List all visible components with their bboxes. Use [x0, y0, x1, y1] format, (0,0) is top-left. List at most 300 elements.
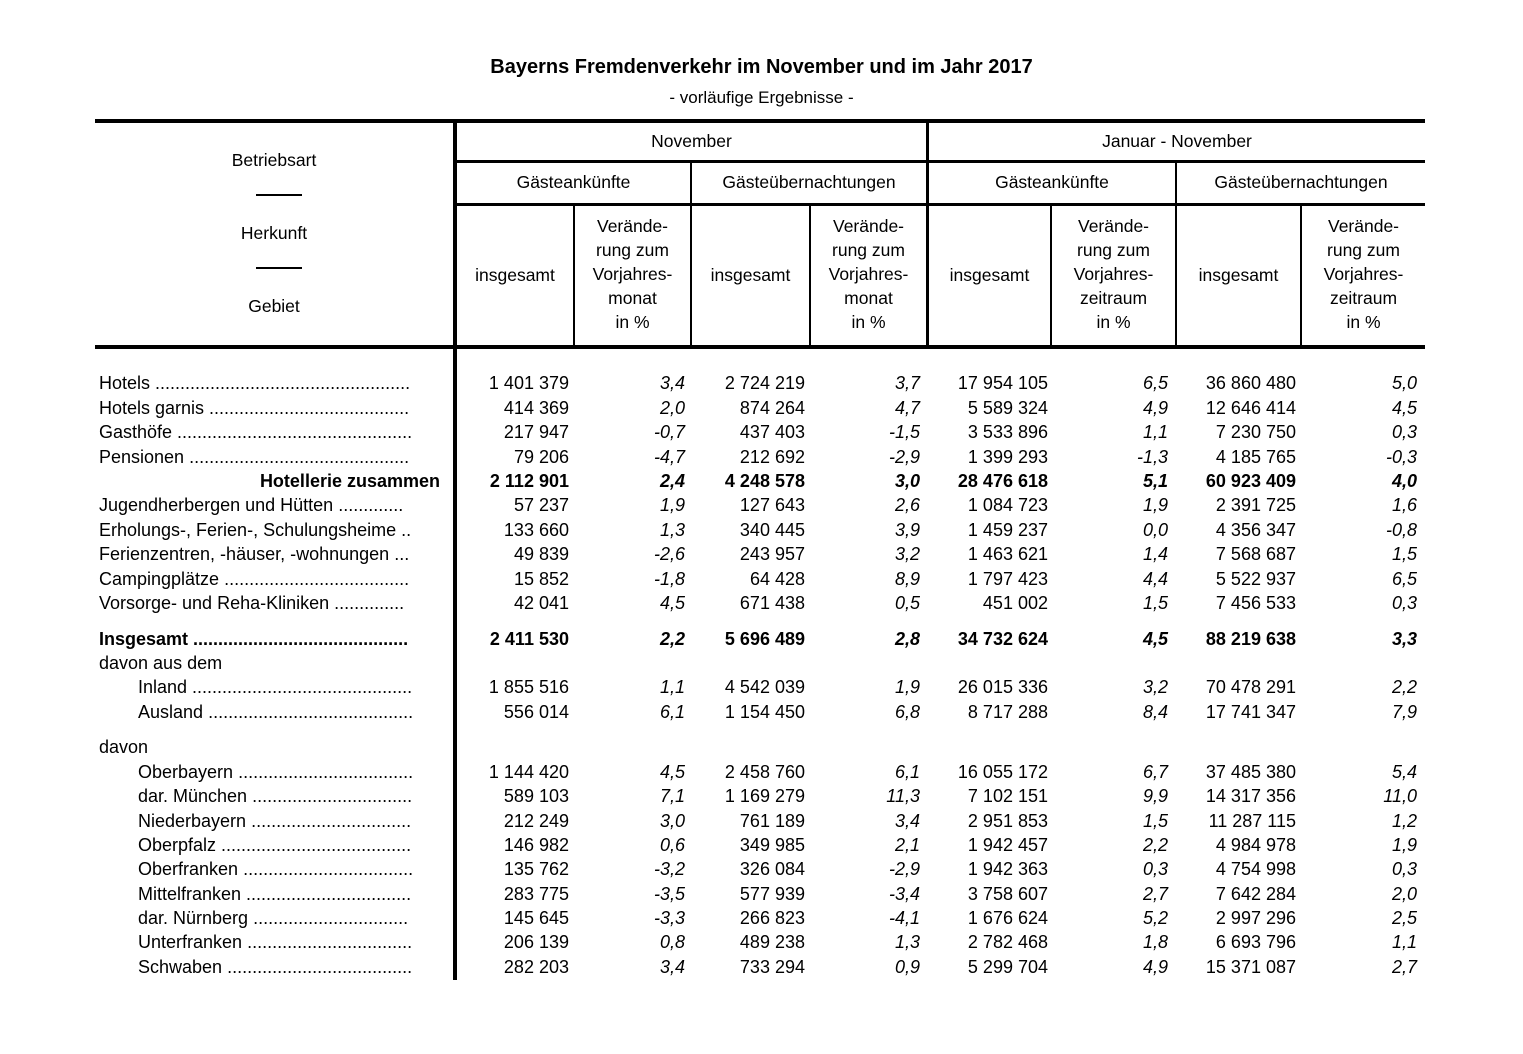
cell-total: 1 797 423	[967, 569, 1048, 589]
table-row	[0, 930, 1523, 954]
cell-change-pct: -4,7	[653, 447, 685, 467]
row-label-text: Pensionen	[99, 447, 185, 467]
stub-gebiet: Gebiet	[248, 296, 300, 316]
cell-total: 2 112 901	[489, 471, 569, 491]
cell-change-pct: 5,2	[1142, 908, 1168, 928]
cell-total: 243 957	[739, 544, 805, 564]
cell-change-pct: 3,4	[659, 373, 685, 393]
leader-dots: ...............................	[248, 908, 409, 928]
cell-total: 7 102 151	[967, 786, 1048, 806]
cell-change-pct: 0,0	[1142, 520, 1168, 540]
row-label-text: dar. München	[138, 786, 248, 806]
row-label-text: Ferienzentren, -häuser, -wohnungen	[99, 544, 390, 564]
cell-change-pct: 1,6	[1391, 495, 1417, 515]
leader-dots: ...................................	[233, 762, 414, 782]
subcol-change-line: Verände-	[1327, 216, 1400, 236]
row-label-text: Oberpfalz	[138, 835, 217, 855]
cell-total: 64 428	[749, 569, 805, 589]
header-top-rule	[95, 119, 1425, 123]
cell-change-pct: -2,6	[653, 544, 685, 564]
cell-total: 761 189	[739, 811, 805, 831]
cell-total: 2 458 760	[724, 762, 805, 782]
cell-change-pct: 3,4	[659, 957, 685, 977]
cell-change-pct: 3,7	[894, 373, 920, 393]
cell-change-pct: 4,9	[1142, 398, 1168, 418]
cell-total: 4 185 765	[1215, 447, 1296, 467]
cell-total: 15 371 087	[1205, 957, 1296, 977]
subcol-change-line: Vorjahres-	[828, 264, 909, 284]
cell-total: 34 732 624	[957, 629, 1048, 649]
row-label	[99, 493, 440, 517]
cell-total: 4 248 578	[724, 471, 805, 491]
cell-total: 2 724 219	[724, 373, 805, 393]
cell-total: 4 754 998	[1215, 859, 1296, 879]
cell-change-pct: 9,9	[1142, 786, 1168, 806]
cell-change-pct: 1,9	[1142, 495, 1168, 515]
cell-change-pct: 3,2	[894, 544, 920, 564]
row-label	[99, 627, 440, 651]
cell-change-pct: 4,5	[1391, 398, 1417, 418]
cell-change-pct: 2,0	[659, 398, 685, 418]
cell-change-pct: 1,1	[1391, 932, 1417, 952]
cell-total: 2 951 853	[967, 811, 1048, 831]
cell-total: 57 237	[513, 495, 569, 515]
cell-total: 437 403	[739, 422, 805, 442]
cell-total: 1 942 457	[967, 835, 1048, 855]
measure-arrivals-nov: Gästeankünfte	[516, 172, 631, 192]
cell-change-pct: 2,2	[659, 629, 685, 649]
row-label-text: Jugendherbergen und Hütten	[99, 495, 334, 515]
leader-dots: ..............	[329, 593, 405, 613]
leader-dots: ........................................	[204, 398, 410, 418]
cell-total: 2 411 530	[489, 629, 569, 649]
cell-change-pct: 1,5	[1391, 544, 1417, 564]
subcol-total: insgesamt	[949, 265, 1030, 285]
subcol-change-line: Vorjahres-	[1323, 264, 1404, 284]
cell-change-pct: 0,3	[1391, 422, 1417, 442]
subcol-change-line: zeitraum	[1079, 288, 1148, 308]
cell-total: 8 717 288	[967, 702, 1048, 722]
cell-total: 451 002	[982, 593, 1048, 613]
cell-total: 282 203	[503, 957, 569, 977]
subcol-change-line: Verände-	[1077, 216, 1150, 236]
leader-dots: ...	[389, 544, 410, 564]
cell-total: 577 939	[739, 884, 805, 904]
cell-total: 146 982	[503, 835, 569, 855]
cell-change-pct: 1,5	[1142, 593, 1168, 613]
table-row	[0, 784, 1523, 808]
row-label-text: Erholungs-, Ferien-, Schulungsheime	[99, 520, 397, 540]
table-row	[0, 469, 1523, 493]
cell-total: 17 954 105	[957, 373, 1048, 393]
cell-total: 7 568 687	[1215, 544, 1296, 564]
table-row	[0, 518, 1523, 542]
row-label	[138, 882, 440, 906]
row-label	[99, 469, 440, 493]
cell-change-pct: 7,1	[659, 786, 685, 806]
cell-total: 1 855 516	[488, 677, 569, 697]
subcol-change-line: Vorjahres-	[592, 264, 673, 284]
cell-change-pct: 5,1	[1142, 471, 1168, 491]
cell-total: 2 782 468	[967, 932, 1048, 952]
cell-change-pct: 1,2	[1391, 811, 1417, 831]
cell-change-pct: 2,5	[1391, 908, 1417, 928]
leader-dots: ............................................	[187, 677, 413, 697]
cell-change-pct: 11,0	[1383, 786, 1417, 806]
cell-change-pct: 6,1	[894, 762, 920, 782]
cell-change-pct: 6,5	[1142, 373, 1168, 393]
table-row	[0, 882, 1523, 906]
row-label	[99, 735, 440, 759]
cell-total: 1 463 621	[967, 544, 1048, 564]
subcol-total: insgesamt	[710, 265, 791, 285]
row-label-text: Vorsorge- und Reha-Kliniken	[99, 593, 330, 613]
leader-dots: .....................................	[222, 957, 413, 977]
cell-change-pct: 2,7	[1391, 957, 1417, 977]
cell-change-pct: -3,3	[653, 908, 685, 928]
cell-total: 5 299 704	[967, 957, 1048, 977]
cell-change-pct: -1,5	[888, 422, 920, 442]
cell-change-pct: 7,9	[1391, 702, 1417, 722]
cell-total: 326 084	[739, 859, 805, 879]
subcol-change-line: in %	[1096, 312, 1131, 332]
cell-total: 489 238	[739, 932, 805, 952]
cell-total: 1 154 450	[724, 702, 805, 722]
cell-change-pct: 1,4	[1142, 544, 1168, 564]
cell-change-pct: 1,8	[1142, 932, 1168, 952]
cell-change-pct: 0,8	[659, 932, 685, 952]
subcol-change-line: in %	[615, 312, 650, 332]
cell-change-pct: 3,3	[1391, 629, 1417, 649]
cell-total: 212 249	[503, 811, 569, 831]
cell-change-pct: 2,1	[894, 835, 920, 855]
subcol-change-line: rung zum	[1327, 240, 1400, 260]
row-label-text: Hotels garnis	[99, 398, 205, 418]
table-row	[0, 420, 1523, 444]
row-label-text: Gasthöfe	[99, 422, 173, 442]
row-label	[138, 857, 440, 881]
leader-dots: .................................	[241, 884, 412, 904]
row-label	[99, 567, 440, 591]
row-label-text: davon aus dem	[99, 653, 223, 673]
cell-change-pct: 6,8	[894, 702, 920, 722]
cell-total: 26 015 336	[957, 677, 1048, 697]
subcol-change-line: in %	[1346, 312, 1381, 332]
cell-total: 4 984 978	[1215, 835, 1296, 855]
cell-change-pct: 11,3	[886, 786, 920, 806]
leader-dots: .................................	[242, 932, 413, 952]
cell-change-pct: 0,3	[1391, 859, 1417, 879]
row-label-text: Niederbayern	[138, 811, 247, 831]
cell-total: 874 264	[739, 398, 805, 418]
subcol-change-line: in %	[851, 312, 886, 332]
row-label	[138, 784, 440, 808]
cell-change-pct: -0,3	[1385, 447, 1417, 467]
leader-dots: .........................................	[203, 702, 414, 722]
cell-total: 206 139	[503, 932, 569, 952]
cell-change-pct: 1,5	[1142, 811, 1168, 831]
cell-total: 5 522 937	[1215, 569, 1296, 589]
cell-total: 733 294	[739, 957, 805, 977]
table-row	[0, 493, 1523, 517]
cell-total: 49 839	[513, 544, 569, 564]
cell-change-pct: -1,8	[653, 569, 685, 589]
row-label-text: Hotels	[99, 373, 151, 393]
header-bottom-rule	[95, 345, 1425, 349]
cell-change-pct: 1,1	[659, 677, 685, 697]
cell-total: 1 169 279	[724, 786, 805, 806]
period-divider	[926, 123, 929, 345]
cell-total: 7 642 284	[1215, 884, 1296, 904]
leader-dots: ...............................................	[172, 422, 413, 442]
cell-change-pct: 4,5	[659, 762, 685, 782]
cell-change-pct: -2,9	[888, 859, 920, 879]
subcol-change-line: Verände-	[596, 216, 669, 236]
cell-total: 36 860 480	[1205, 373, 1296, 393]
table-row	[0, 700, 1523, 724]
cell-total: 349 985	[739, 835, 805, 855]
leader-dots: ................................	[247, 786, 413, 806]
cell-change-pct: 1,1	[1142, 422, 1168, 442]
table-row	[0, 651, 1523, 675]
cell-change-pct: 1,9	[894, 677, 920, 697]
row-label-text: Insgesamt	[99, 629, 189, 649]
row-label	[138, 809, 440, 833]
cell-change-pct: 2,2	[1142, 835, 1168, 855]
row-label	[99, 518, 440, 542]
cell-change-pct: 4,5	[1142, 629, 1168, 649]
leader-dots: ...........................................	[188, 629, 409, 649]
row-label-text: Oberbayern	[138, 762, 234, 782]
cell-change-pct: 6,1	[659, 702, 685, 722]
cell-change-pct: 3,2	[1142, 677, 1168, 697]
cell-total: 266 823	[739, 908, 805, 928]
subcol-total: insgesamt	[475, 265, 555, 285]
measure-arrivals-jannov: Gästeankünfte	[995, 172, 1109, 192]
cell-change-pct: 5,0	[1391, 373, 1417, 393]
subcol-change-line: rung zum	[596, 240, 669, 260]
row-label	[99, 651, 440, 675]
cell-change-pct: 0,6	[659, 835, 685, 855]
cell-total: 11 287 115	[1208, 811, 1296, 831]
leader-dots: .....................................	[219, 569, 410, 589]
row-label-text: dar. Nürnberg	[138, 908, 249, 928]
cell-change-pct: 5,4	[1391, 762, 1417, 782]
row-label-text: Hotellerie zusammen	[259, 471, 440, 491]
cell-total: 17 741 347	[1205, 702, 1296, 722]
cell-total: 37 485 380	[1205, 762, 1296, 782]
cell-change-pct: -3,4	[888, 884, 920, 904]
cell-change-pct: 2,8	[894, 629, 920, 649]
cell-total: 6 693 796	[1215, 932, 1296, 952]
cell-total: 133 660	[503, 520, 569, 540]
cell-change-pct: 2,6	[894, 495, 920, 515]
subcol-change-line: zeitraum	[1329, 288, 1398, 308]
row-label	[138, 955, 440, 979]
leader-dots: ..................................	[238, 859, 414, 879]
leader-dots: ................................	[246, 811, 412, 831]
table-row	[0, 735, 1523, 759]
cell-change-pct: 1,3	[894, 932, 920, 952]
cell-total: 2 997 296	[1215, 908, 1296, 928]
row-label-text: Schwaben	[138, 957, 223, 977]
cell-total: 16 055 172	[957, 762, 1048, 782]
table-row	[0, 906, 1523, 930]
cell-total: 145 645	[503, 908, 569, 928]
cell-total: 7 230 750	[1215, 422, 1296, 442]
cell-total: 1 459 237	[967, 520, 1048, 540]
measure-nights-jannov: Gästeübernachtungen	[1214, 172, 1388, 192]
cell-total: 1 144 420	[488, 762, 569, 782]
cell-change-pct: 0,3	[1142, 859, 1168, 879]
row-label-text: Inland	[138, 677, 188, 697]
table-row	[0, 396, 1523, 420]
row-label	[138, 906, 440, 930]
cell-total: 3 758 607	[967, 884, 1048, 904]
subcol-change-line: monat	[844, 288, 893, 308]
cell-total: 589 103	[503, 786, 569, 806]
stub-herkunft: Herkunft	[240, 223, 308, 243]
document-subtitle: - vorläufige Ergebnisse -	[669, 88, 854, 107]
cell-total: 60 923 409	[1205, 471, 1296, 491]
cell-change-pct: 6,7	[1142, 762, 1168, 782]
row-label	[99, 396, 440, 420]
cell-change-pct: 4,0	[1391, 471, 1417, 491]
measure-nights-nov: Gästeübernachtungen	[722, 172, 896, 192]
cell-total: 15 852	[513, 569, 569, 589]
cell-total: 127 643	[739, 495, 805, 515]
cell-total: 3 533 896	[967, 422, 1048, 442]
cell-total: 5 589 324	[967, 398, 1048, 418]
row-label-text: Oberfranken	[138, 859, 239, 879]
row-label-text: Campingplätze	[99, 569, 220, 589]
row-label	[138, 930, 440, 954]
cell-total: 1 401 379	[488, 373, 569, 393]
cell-change-pct: 3,9	[894, 520, 920, 540]
cell-change-pct: 3,0	[659, 811, 685, 831]
stub-separator	[256, 267, 302, 269]
cell-change-pct: 1,9	[1391, 835, 1417, 855]
stub-divider	[453, 119, 457, 349]
cell-change-pct: -2,9	[888, 447, 920, 467]
cell-change-pct: 1,3	[659, 520, 685, 540]
cell-total: 212 692	[739, 447, 805, 467]
leader-dots: ..	[396, 520, 412, 540]
row-label-text: Ausland	[138, 702, 204, 722]
period-jan-nov: Januar - November	[1102, 131, 1252, 151]
cell-total: 1 084 723	[967, 495, 1048, 515]
cell-total: 4 542 039	[724, 677, 805, 697]
cell-change-pct: -4,1	[888, 908, 920, 928]
subcol-change-line: rung zum	[1077, 240, 1150, 260]
period-november: November	[651, 131, 732, 151]
leader-dots: ...................................................	[150, 373, 411, 393]
row-label	[138, 760, 440, 784]
subcol-change-line: rung zum	[832, 240, 905, 260]
table-row	[0, 627, 1523, 651]
cell-total: 671 438	[739, 593, 805, 613]
table-row	[0, 675, 1523, 699]
cell-change-pct: 0,9	[894, 957, 920, 977]
cell-total: 42 041	[513, 593, 569, 613]
table-row	[0, 833, 1523, 857]
cell-change-pct: 2,2	[1391, 677, 1417, 697]
cell-total: 79 206	[513, 447, 569, 467]
leader-dots: ......................................	[216, 835, 412, 855]
stub-betriebsart: Betriebsart	[231, 150, 317, 170]
cell-change-pct: 2,0	[1391, 884, 1417, 904]
table-row	[0, 591, 1523, 615]
cell-total: 14 317 356	[1205, 786, 1296, 806]
cell-total: 1 676 624	[967, 908, 1048, 928]
cell-change-pct: 4,4	[1142, 569, 1168, 589]
cell-change-pct: 0,5	[894, 593, 920, 613]
cell-total: 7 456 533	[1215, 593, 1296, 613]
cell-total: 1 399 293	[967, 447, 1048, 467]
cell-total: 4 356 347	[1215, 520, 1296, 540]
table-row	[0, 542, 1523, 566]
row-label	[99, 445, 440, 469]
table-row	[0, 567, 1523, 591]
row-label	[99, 542, 440, 566]
row-label-text: davon	[99, 737, 149, 757]
row-label	[99, 371, 440, 395]
row-label	[138, 675, 440, 699]
cell-change-pct: 2,7	[1142, 884, 1168, 904]
table-row	[0, 809, 1523, 833]
cell-change-pct: 3,0	[894, 471, 920, 491]
table-row	[0, 760, 1523, 784]
cell-change-pct: -3,2	[653, 859, 685, 879]
leader-dots: ............................................	[184, 447, 410, 467]
table-row	[0, 955, 1523, 979]
cell-total: 12 646 414	[1205, 398, 1296, 418]
cell-change-pct: 6,5	[1391, 569, 1417, 589]
cell-total: 340 445	[739, 520, 805, 540]
stub-separator	[256, 194, 302, 196]
cell-total: 1 942 363	[967, 859, 1048, 879]
cell-change-pct: -1,3	[1136, 447, 1168, 467]
cell-change-pct: 4,5	[659, 593, 685, 613]
cell-change-pct: -0,8	[1385, 520, 1417, 540]
row-label	[138, 700, 440, 724]
cell-change-pct: 3,4	[894, 811, 920, 831]
cell-change-pct: 8,9	[894, 569, 920, 589]
row-label	[99, 591, 440, 615]
period-rule	[457, 160, 1425, 163]
row-label	[99, 420, 440, 444]
cell-total: 88 219 638	[1205, 629, 1296, 649]
cell-change-pct: -3,5	[653, 884, 685, 904]
document-title: Bayerns Fremdenverkehr im November und im Jahr 2017	[490, 56, 1033, 78]
cell-change-pct: 4,7	[894, 398, 920, 418]
row-label-text: Mittelfranken	[138, 884, 242, 904]
table-row	[0, 445, 1523, 469]
cell-total: 556 014	[503, 702, 569, 722]
cell-change-pct: -0,7	[653, 422, 685, 442]
cell-total: 217 947	[503, 422, 569, 442]
cell-change-pct: 4,9	[1142, 957, 1168, 977]
subcol-change-line: Vorjahres-	[1073, 264, 1154, 284]
cell-total: 283 775	[503, 884, 569, 904]
cell-total: 135 762	[503, 859, 569, 879]
row-label-text: Unterfranken	[138, 932, 243, 952]
cell-total: 70 478 291	[1205, 677, 1296, 697]
cell-total: 414 369	[503, 398, 569, 418]
subcol-change-line: Verände-	[832, 216, 905, 236]
row-label	[138, 833, 440, 857]
cell-total: 2 391 725	[1215, 495, 1296, 515]
